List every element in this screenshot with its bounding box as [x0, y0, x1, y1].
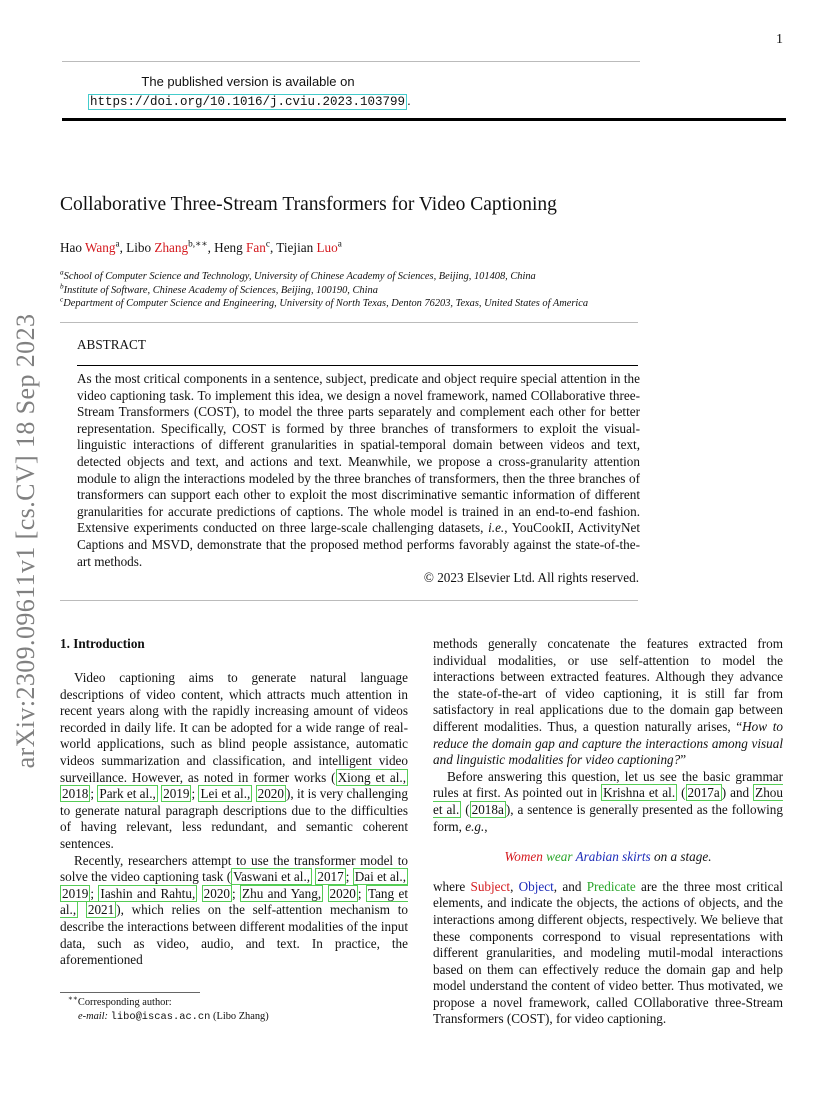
citation-link[interactable]: Lei et al., [200, 786, 251, 802]
right-column [433, 636, 783, 1028]
citation-link[interactable]: Iashin and Rahtu, [100, 885, 196, 901]
copyright: © 2023 Elsevier Ltd. All rights reserved. [423, 570, 639, 585]
affiliation: $^a$School of Computer Science and Technology, University of Chinese Academy of Sciences, Beijing, 101408, China [60, 268, 536, 282]
doi-line: https://doi.org/10.1016/j.cviu.2023.103799 . [90, 93, 411, 109]
citation-link[interactable]: Vaswani et al., [233, 869, 311, 885]
abstract-heading: ABSTRACT [77, 337, 146, 352]
abstract-heading-rule [77, 365, 638, 366]
published-line: The published version is available on [141, 74, 355, 89]
abstract-bottom-rule [60, 600, 638, 601]
page-number: 1 [776, 32, 783, 47]
right-paragraph-3: where Subject, Object, and Predicate are the three most critical elements, and indicate the objects, the actions of objects, and the interactions among different objects, respectively. We believe that these components correspond to visual representations with different granularities, and modeling mutil-modal interactions based on them can effectively reduce the domain gap and help model understand the content of video better. Thus motivated, we propose a novel framework, called COllaborative three-Stream Transformers (COST), for video captioning. [433, 878, 783, 1027]
citation-link[interactable]: Tang et al., [60, 885, 409, 918]
citation-link[interactable]: 2020 [329, 885, 356, 901]
doi-link[interactable]: https://doi.org/10.1016/j.cviu.2023.103799 [90, 95, 406, 109]
author: Tiejian Luo$^a$ [276, 238, 342, 255]
affiliations [60, 270, 660, 311]
header-rule [62, 118, 786, 121]
example-sentence: Women wear Arabian skirts on a stage. [504, 849, 712, 865]
arxiv-stamp: arXiv:2309.09611v1 [cs.CV] 18 Sep 2023 [11, 313, 40, 769]
right-paragraph-2: Before answering this question, let us see the basic grammar rules at first. As pointed out in Krishna et al. ( 2017a ) and Zhou et al. ( 2018a ), a sentence is generally presented as the following form, e.g., [433, 768, 783, 834]
author: Libo Zhang$^{b,∗∗}$, [126, 238, 215, 255]
citation-link[interactable]: Dai et al., [354, 869, 407, 885]
citation-link[interactable]: 2018a [471, 801, 504, 817]
abstract-body: As the most critical components in a sentence, subject, predicate and object require special attention in the video captioning task. To implement this idea, we design a novel framework, named COllaborative three-Stream Transformers (COST), to model the three parts separately and complement each other for better representation. Specifically, COST is formed by three branches of transformers to exploit the visual-linguistic interactions of different granularities in spatial-temporal domain between videos and text, detected objects and text, and actions and text. Meanwhile, we propose a cross-granularity attention module to align the interactions modeled by the three branches of transformers, then the three branches of transformers can support each other to exploit the most discriminative semantic information of different granularities for accurate predictions of captions. The whole model is trained in an end-to-end fashion. Extensive experiments conducted on three large-scale challenging datasets, i.e., YouCookII, ActivityNet Captions and MSVD, demonstrate that the proposed method performs favorably against the state-of-the-art methods. [77, 371, 640, 569]
citation-link[interactable]: 2017 [317, 869, 344, 885]
citation-link[interactable]: 2020 [203, 885, 230, 901]
author: Hao Wang$^a$, [60, 238, 127, 255]
intro-paragraph-1: Video captioning aims to generate natural language descriptions of video content, which attracts much attention in recent years along with the rapidly increasing amount of videos recorded in daily life. It can be adopted for a wide range of real-world applications, such as blind people assistance, automatic videos summarization and classification, and intelligent video surveillance. However, as noted in former works ( Xiong et al., 2018 ; Park et al., 2019 ; Lei et al., 2020 ), it is very challenging to generate natural paragraph descriptions due to the difficulties of having relevant, less redundant, and semantic coherent sentences. [60, 670, 408, 851]
citation-link[interactable]: 2020 [257, 786, 284, 802]
citation-link[interactable]: Park et al., [99, 786, 156, 802]
left-column [60, 670, 408, 969]
abstract-top-rule [60, 322, 638, 323]
citation-link[interactable]: Zhou et al. [433, 785, 783, 817]
footnote: ∗∗Corresponding author: e-mail: libo@iscas.ac.cn (Libo Zhang) [68, 994, 269, 1023]
email-address[interactable]: libo@iscas.ac.cn [110, 1011, 211, 1023]
citation-link[interactable]: 2017a [687, 785, 720, 801]
citation-link[interactable]: Xiong et al., [337, 769, 406, 785]
citation-link[interactable]: 2018 [62, 786, 89, 802]
right-paragraph-1: methods generally concatenate the features extracted from individual modalities, or use self-attention to model the interactions between extracted features. Although they advance the state-of-the-art of video captioning, it is still far from satisfactory in real applications due to the domain gap between different modalities. Thus, a question naturally arises, “How to reduce the domain gap and capture the interactions among visual and linguistic modalities for video captioning?” [433, 636, 784, 768]
citation-link[interactable]: Zhu and Yang, [242, 885, 322, 901]
affiliation: $^c$Department of Computer Science and Engineering, University of North Texas, Denton 76203, Texas, United States of America [60, 295, 589, 309]
author-list [60, 240, 342, 256]
citation-link[interactable]: 2019 [62, 885, 89, 901]
citation-link[interactable]: 2021 [87, 902, 115, 918]
affiliation: $^b$Institute of Software, Chinese Academy of Sciences, Beijing, 100190, China [60, 282, 378, 296]
section-heading: 1. Introduction [60, 636, 145, 651]
top-rule [62, 61, 640, 62]
footnote-rule [60, 992, 200, 993]
citation-link[interactable]: Krishna et al. [603, 785, 676, 801]
author: Heng Fan$^c$, [214, 238, 277, 255]
paper-title: Collaborative Three-Stream Transformers for Video Captioning [60, 194, 557, 215]
citation-link[interactable]: 2019 [163, 786, 190, 802]
intro-paragraph-2: Recently, researchers attempt to use the transformer model to solve the video captioning task ( Vaswani et al., 2017 ; Dai et al., 2019 ; Iashin and Rahtu, 2020 ; Zhu and Yang, 2020 ; Tang et al., 2021 ), which relies on the self-attention mechanism to describe the interactions between different modalities of the input data, such as video, audio, and text. In practice, the aforementioned [60, 852, 409, 968]
published-notice [88, 72, 411, 112]
